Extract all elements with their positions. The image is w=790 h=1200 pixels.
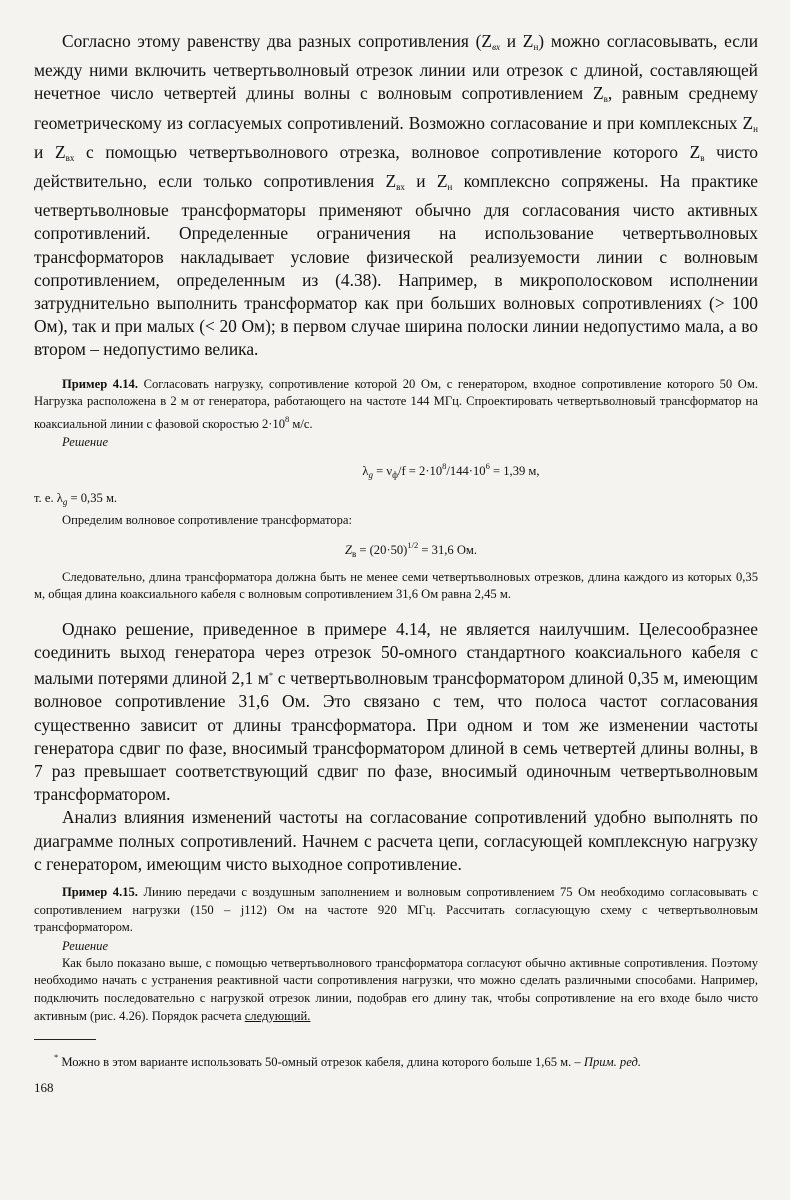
example-4-14-label: Пример 4.14. [62,376,138,391]
example-4-15: Пример 4.15. Линию передачи с воздушным заполнением и волновым сопротивлением 75 Ом необходимо согласовывать с сопротивлением нагрузки (150 – j112) Ом на частоте 920 МГц. Рассчитать согласующую схему с четвертьволновым трансформатором. [34,885,758,935]
solution-heading-2: Решение [62,938,109,953]
define-impedance-text: Определим волновое сопротивление трансформатора: [62,513,352,528]
example-4-15-label: Пример 4.15. [62,885,138,900]
paragraph-frequency-analysis: Анализ влияния изменений частоты на согласование сопротивлений удобно выполнять по диаграмме полных сопротивлений. Начнем с расчета цепи, согласующей комплексную нагрузку с генератором, имеющим чисто выходное сопротивление. [34,807,758,874]
page [34,30,758,1096]
formula-wavelength: $\lambda_g = \nu_ф/f = 2\cdot 10^8/144\cdot 10^6 = 1,39$ м, [362,461,540,481]
paragraph-better-solution: Однако решение, приведенное в примере 4.14, не является наилучшим. Целесообразнее соединить выход генератора через отрезок 50-омного стандартного коаксиального кабеля с малыми потерями длиной 2,1 м* с четвертьволновым трансформатором длиной 0,35 м, имеющим волновое сопротивление 31,6 Ом. Это связано с тем, что полоса частот согласования существенно зависит от длины трансформатора. При одном и том же изменении частоты генератора сдвиг по фазе, вносимый трансформатором длиной в семь четвертей длины волны, в 7 раз превышает соответствующий сдвиг по фазе, вносимый одиночным четвертьволновым трансформатором. [34,618,758,805]
solution-heading: Решение [62,435,109,450]
page-number: 168 [34,1080,54,1096]
example-4-14: Пример 4.14. Согласовать нагрузку, сопротивление которой 20 Ом, с генератором, входное сопротивление которого 50 Ом. Нагрузка расположена в 2 м от генератора, работающего на частоте 144 МГц. Спроектировать четвертьволновый трансформатор на коаксиальной линии с фазовой скоростью $2\cdot 10^8$ м/с. [34,376,758,431]
footnote: * Можно в этом варианте использовать 50-омный отрезок кабеля, длина которого больше 1,65 м. – Прим. ред. [54,1052,641,1070]
footnote-marker: * [268,670,274,681]
footnote-divider [34,1039,96,1040]
formula-impedance: $Z_в = (20\cdot 50)^{1/2} = 31,6$ Ом. [344,539,478,559]
quarter-wavelength-result: т. е. $\lambda_g = 0,35$ м. [34,491,118,508]
example-4-15-solution-text: Как было показано выше, с помощью четвертьволнового трансформатора согласуют обычно активные сопротивления. Поэтому необходимо начать с устранения реактивной части сопротивления нагрузки, что можно сделать различными способами. Например, подключить последовательно с нагрузкой отрезок линии, подобрав его длину так, чтобы сопротивление на его входе было чисто активным (рис. 4.26). Порядок расчета следующий. [34,955,758,1023]
paragraph-quarter-wave-matching: Согласно этому равенству два разных сопротивления ($Z_{вх}$ и $Z_н$) можно согласовывать, если между ними включить четвертьволновый отрезок линии или отрезок с длиной, составляющей нечетное число четвертей длины волны с волновым сопротивлением $Z_в$, равным среднему геометрическому из согласуемых сопротивлений. Возможно согласование и при комплексных $Z_н$ и $Z_{вх}$ с помощью четвертьволнового отрезка, волновое сопротивление которого $Z_в$ чисто действительно, если только сопротивления $Z_{вх}$ и $Z_н$ комплексно сопряжены. На практике четвертьволновые трансформаторы применяют обычно для согласования чисто активных сопротивлений. Определенные ограничения на использование четвертьволновых трансформаторов накладывает условие физической реализуемости линии с волновым сопротивлением, определенным из (4.38). Например, в микрополосковом исполнении затруднительно выполнить трансформатор как при больших волновых сопротивлениях (> 100 Ом), так и при малых (< 20 Ом); в первом случае ширина полоски линии недопустимо мала, а во втором – недопустимо велика. [34,31,759,360]
example-4-14-conclusion: Следовательно, длина трансформатора должна быть не менее семи четвертьволновых отрезков, длина каждого из которых 0,35 м, общая длина коаксиального кабеля с волновым сопротивлением 31,6 Ом равна 2,45 м. [34,569,758,602]
